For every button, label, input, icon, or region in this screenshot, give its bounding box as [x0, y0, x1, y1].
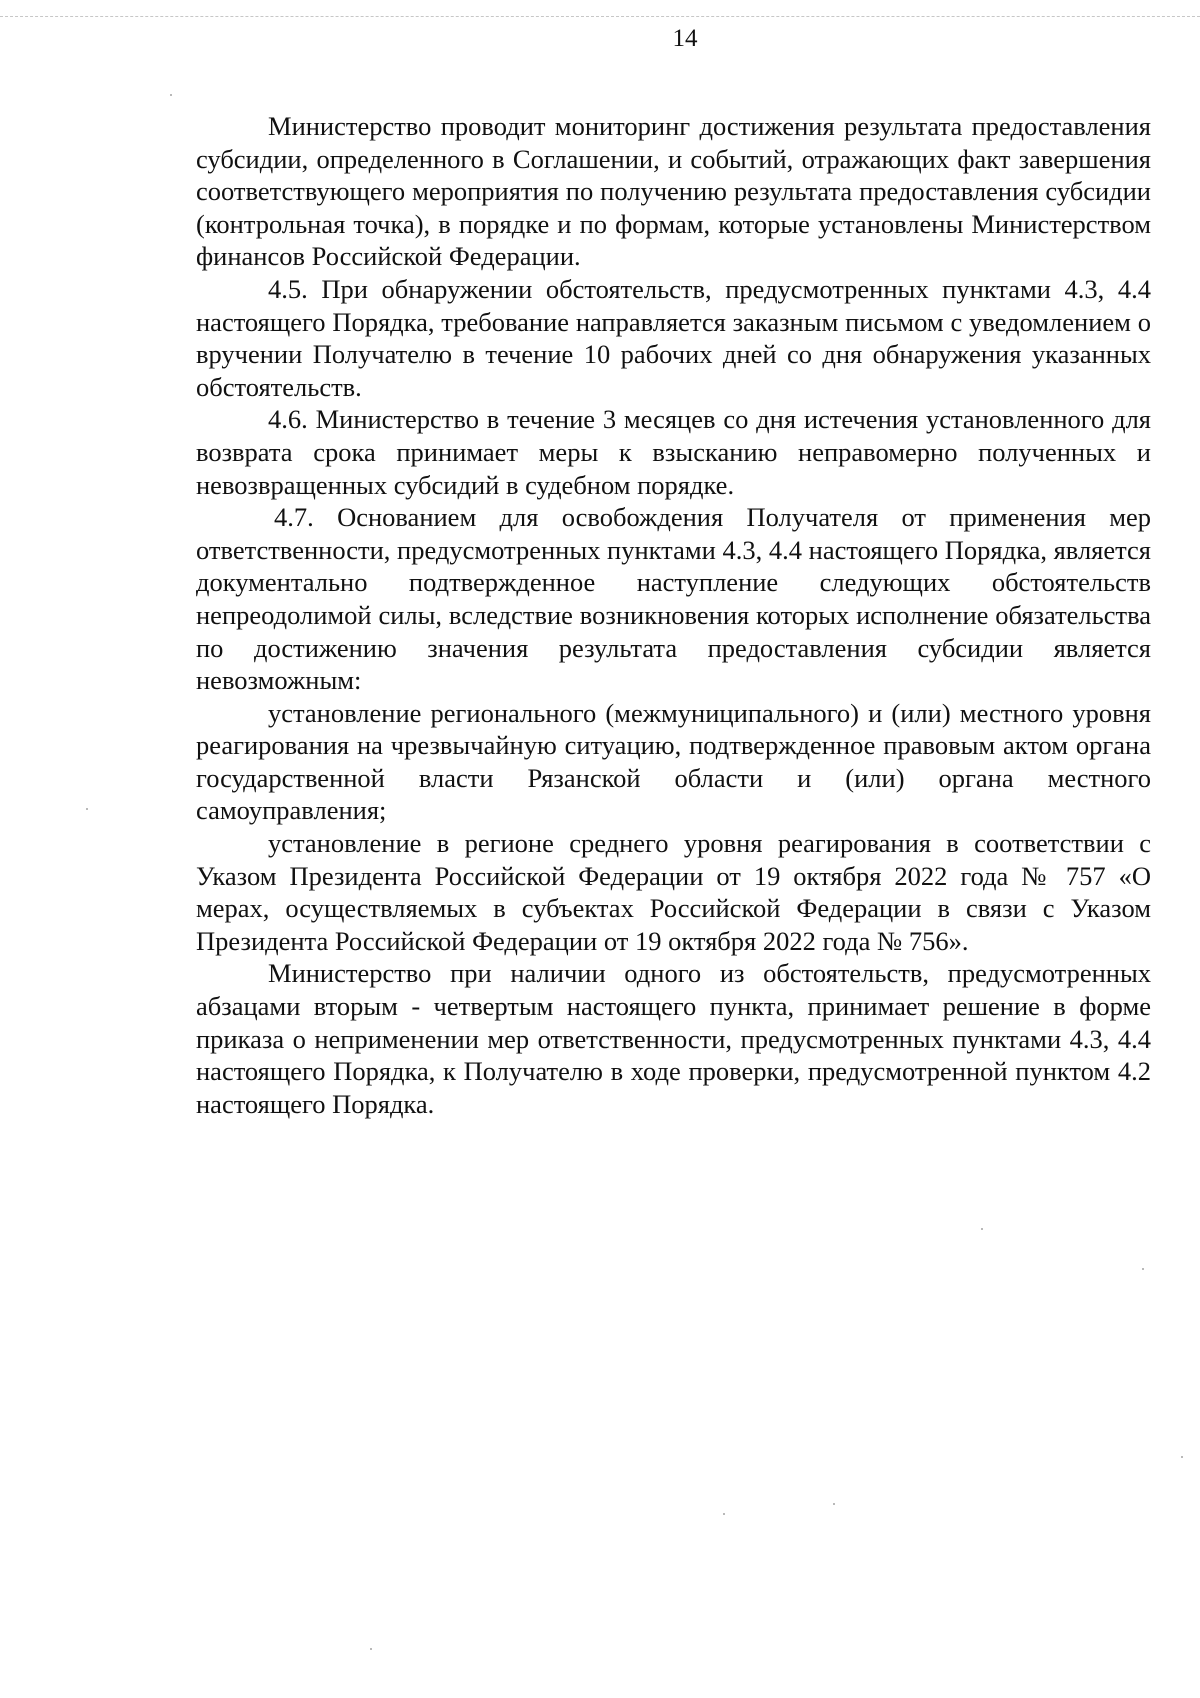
scan-speck	[170, 94, 172, 96]
scan-top-edge	[0, 16, 1200, 20]
paragraph-medium-response: установление в регионе среднего уровня реагирования в соответствии с Указом Президента Российской Федерации от 19 октября 2022 года № 757 «О мерах, осуществляемых в субъектах Российской Федерации в связи с Указом Президента Российской Федерации от 19 октября 2022 года № 756».	[196, 828, 1151, 956]
paragraph-ministry-decision: Министерство при наличии одного из обстоятельств, предусмотренных абзацами вторым - четвертым настоящего пункта, принимает решение в форме приказа о неприменении мер ответственности, предусмотренных пунктами 4.3, 4.4 настоящего Порядка, к Получателю в ходе проверки, предусмотренной пунктом 4.2 настоящего Порядка.	[196, 958, 1151, 1119]
paragraph-monitoring: Министерство проводит мониторинг достижения результата предоставления субсидии, определенного в Соглашении, и событий, отражающих факт завершения соответствующего мероприятия по получению результата предоставления субсидии (контрольная точка), в порядке и по формам, которые установлены Министерством финансов Российской Федерации.	[196, 111, 1151, 272]
paragraph-regional-emergency: установление регионального (межмуниципального) и (или) местного уровня реагирования на чрезвычайную ситуацию, подтвержденное правовым актом органа государственной власти Рязанской области и (или) органа местного самоуправления;	[196, 697, 1151, 826]
paragraph-4-5: 4.5. При обнаружении обстоятельств, предусмотренных пунктами 4.3, 4.4 настоящего Порядка, требование направляется заказным письмом с уведомлением о вручении Получателю в течение 10 рабочих дней со дня обнаружения указанных обстоятельств.	[196, 273, 1151, 402]
scan-speck	[981, 1228, 983, 1230]
paragraph-4-6: 4.6. Министерство в течение 3 месяцев со дня истечения установленного для возврата срока принимает меры к взысканию неправомерно полученных и невозвращенных субсидий в судебном порядке.	[196, 404, 1151, 500]
scan-speck	[1142, 1268, 1144, 1270]
scan-speck	[723, 1513, 725, 1515]
page-number: 14	[672, 25, 698, 52]
scan-speck	[1181, 1456, 1183, 1458]
scan-speck	[86, 808, 88, 810]
scan-speck	[833, 1503, 835, 1505]
scan-speck	[370, 1648, 372, 1650]
document-body	[196, 110, 1151, 1120]
paragraph-4-7: 4.7. Основанием для освобождения Получателя от применения мер ответственности, предусмотренных пунктами 4.3, 4.4 настоящего Порядка, является документально подтвержденное наступление следующих обстоятельств непреодолимой силы, вследствие возникновения которых исполнение обязательства по достижению значения результата предоставления субсидии является невозможным:	[196, 502, 1151, 696]
